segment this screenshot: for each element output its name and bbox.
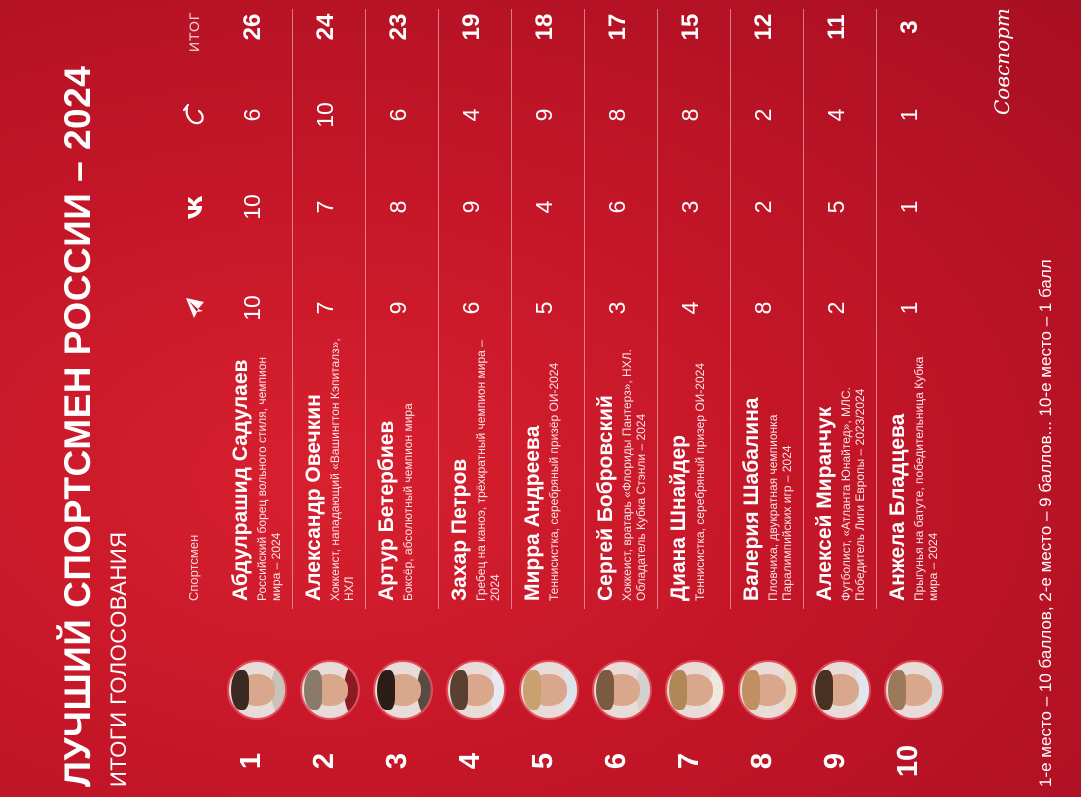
total-score: 15 (677, 13, 704, 41)
athlete-name: Диана Шнайдер (667, 435, 690, 601)
table-row (882, 0, 946, 797)
sovsport-score: 8 (677, 108, 703, 122)
table-row (444, 0, 508, 797)
table-row (371, 0, 435, 797)
avatar-hair (377, 670, 395, 710)
athlete-name: Артур Бетербиев (375, 420, 398, 601)
vk-score: 1 (896, 200, 922, 214)
athlete-name: Сергей Бобровский (594, 395, 617, 601)
athlete-name: Захар Петров (448, 458, 471, 601)
avatar-hair (815, 670, 833, 710)
sovsport-score: 6 (385, 108, 411, 122)
athlete-description: Российский борец вольного стиля, чемпион мира – 2024 (255, 356, 283, 601)
scoring-footnote: 1-е место – 10 баллов, 2-е место – 9 баллов... 10-е место – 1 балл (1036, 259, 1055, 787)
row-divider (876, 9, 877, 609)
table-row (590, 0, 654, 797)
total-score: 12 (750, 13, 777, 41)
vk-score: 2 (750, 200, 776, 214)
avatar (300, 660, 360, 720)
avatar (373, 660, 433, 720)
total-score: 3 (896, 20, 923, 34)
sovsport-score: 4 (823, 108, 849, 122)
athlete-name: Валерия Шабалина (740, 397, 763, 601)
athlete-description: Теннисистка, серебряный призёр ОИ-2024 (547, 362, 561, 601)
athlete-description: Хоккеист, нападающий «Вашингтон Кэпиталз», НХЛ (328, 338, 356, 601)
athlete-description: Хоккеист, вратарь «Флориды Пантерз», НХЛ. Обладатель Кубка Стэнли – 2024 (620, 349, 648, 601)
athlete-description: Пловчиха, двукратная чемпионка Паралимпийских игр – 2024 (766, 414, 794, 601)
total-score: 26 (239, 13, 266, 41)
total-score: 11 (823, 14, 850, 40)
rank-number: 6 (600, 752, 632, 770)
avatar-hair (450, 670, 468, 710)
telegram-score: 7 (312, 301, 338, 315)
avatar-hair (304, 670, 322, 710)
avatar (738, 660, 798, 720)
vk-score: 5 (823, 200, 849, 214)
rank-number: 4 (454, 752, 486, 770)
total-score: 24 (312, 13, 339, 41)
sovsport-score: 6 (239, 108, 265, 122)
column-header-athlete: Спортсмен (186, 534, 201, 601)
avatar-hair (523, 670, 541, 710)
row-divider (438, 9, 439, 609)
row-divider (365, 9, 366, 609)
athlete-description: Боксёр, абсолютный чемпион мира (401, 403, 415, 601)
page-subtitle: ИТОГИ ГОЛОСОВАНИЯ (106, 531, 131, 787)
total-score: 17 (604, 13, 631, 41)
telegram-score: 2 (823, 301, 849, 315)
rank-number: 3 (381, 752, 413, 770)
table-row (736, 0, 800, 797)
rank-number: 1 (235, 752, 267, 770)
vk-score: 10 (239, 194, 265, 220)
telegram-icon (182, 293, 208, 323)
rank-number: 2 (308, 752, 340, 770)
row-divider (730, 9, 731, 609)
vk-icon (182, 192, 208, 222)
vk-score: 4 (531, 200, 557, 214)
sovsport-score: 1 (896, 108, 922, 122)
avatar-hair (888, 670, 906, 710)
rank-number: 9 (819, 752, 851, 770)
sovsport-score: 9 (531, 108, 557, 122)
row-divider (803, 9, 804, 609)
telegram-score: 9 (385, 301, 411, 315)
row-divider (584, 9, 585, 609)
vk-score: 3 (677, 200, 703, 214)
athlete-name: Абдулрашид Садулаев (229, 359, 252, 601)
table-row (809, 0, 873, 797)
sovsport-score: 2 (750, 108, 776, 122)
vk-score: 6 (604, 200, 630, 214)
row-divider (292, 9, 293, 609)
table-row (298, 0, 362, 797)
total-score: 23 (385, 13, 412, 41)
table-row (517, 0, 581, 797)
total-score: 19 (458, 13, 485, 41)
table-row (225, 0, 289, 797)
rank-number: 7 (673, 752, 705, 770)
athlete-name: Анжела Бладцева (886, 413, 909, 601)
column-header-total: ИТОГ (186, 11, 202, 52)
telegram-score: 6 (458, 301, 484, 315)
row-divider (657, 9, 658, 609)
rank-number: 10 (892, 744, 924, 778)
page-title: ЛУЧШИЙ СПОРТСМЕН РОССИИ – 2024 (57, 65, 98, 787)
avatar (519, 660, 579, 720)
avatar (665, 660, 725, 720)
telegram-score: 1 (896, 301, 922, 315)
sovsport-icon (182, 100, 208, 130)
athlete-name: Алексей Миранчук (813, 406, 836, 601)
avatar-hair (596, 670, 614, 710)
athlete-description: Прыгунья на батуте, победительница Кубка мира – 2024 (912, 356, 940, 601)
athlete-name: Мирра Андреева (521, 425, 544, 601)
telegram-score: 8 (750, 301, 776, 315)
avatar (592, 660, 652, 720)
vk-score: 7 (312, 200, 338, 214)
table-row (663, 0, 727, 797)
avatar (446, 660, 506, 720)
avatar-hair (231, 670, 249, 710)
telegram-score: 4 (677, 301, 703, 315)
rank-number: 5 (527, 752, 559, 770)
rank-number: 8 (746, 752, 778, 770)
athlete-description: Футболист, «Атланта Юнайтед», МЛС. Победитель Лиги Европы – 2023/2024 (839, 387, 867, 601)
telegram-score: 10 (239, 295, 265, 321)
total-score: 18 (531, 13, 558, 41)
avatar-hair (742, 670, 760, 710)
avatar (227, 660, 287, 720)
athlete-name: Александр Овечкин (302, 394, 325, 601)
vk-score: 9 (458, 200, 484, 214)
sovsport-score: 10 (312, 102, 338, 128)
telegram-score: 3 (604, 301, 630, 315)
sovsport-logo: Совспорт (990, 8, 1014, 115)
avatar (811, 660, 871, 720)
athlete-description: Гребец на каноэ, трёхкратный чемпион мира – 2024 (474, 340, 502, 601)
avatar (884, 660, 944, 720)
vk-score: 8 (385, 200, 411, 214)
sovsport-score: 8 (604, 108, 630, 122)
row-divider (511, 9, 512, 609)
athlete-description: Теннисистка, серебряный призер ОИ-2024 (693, 362, 707, 601)
sovsport-score: 4 (458, 108, 484, 122)
telegram-score: 5 (531, 301, 557, 315)
avatar-hair (669, 670, 687, 710)
